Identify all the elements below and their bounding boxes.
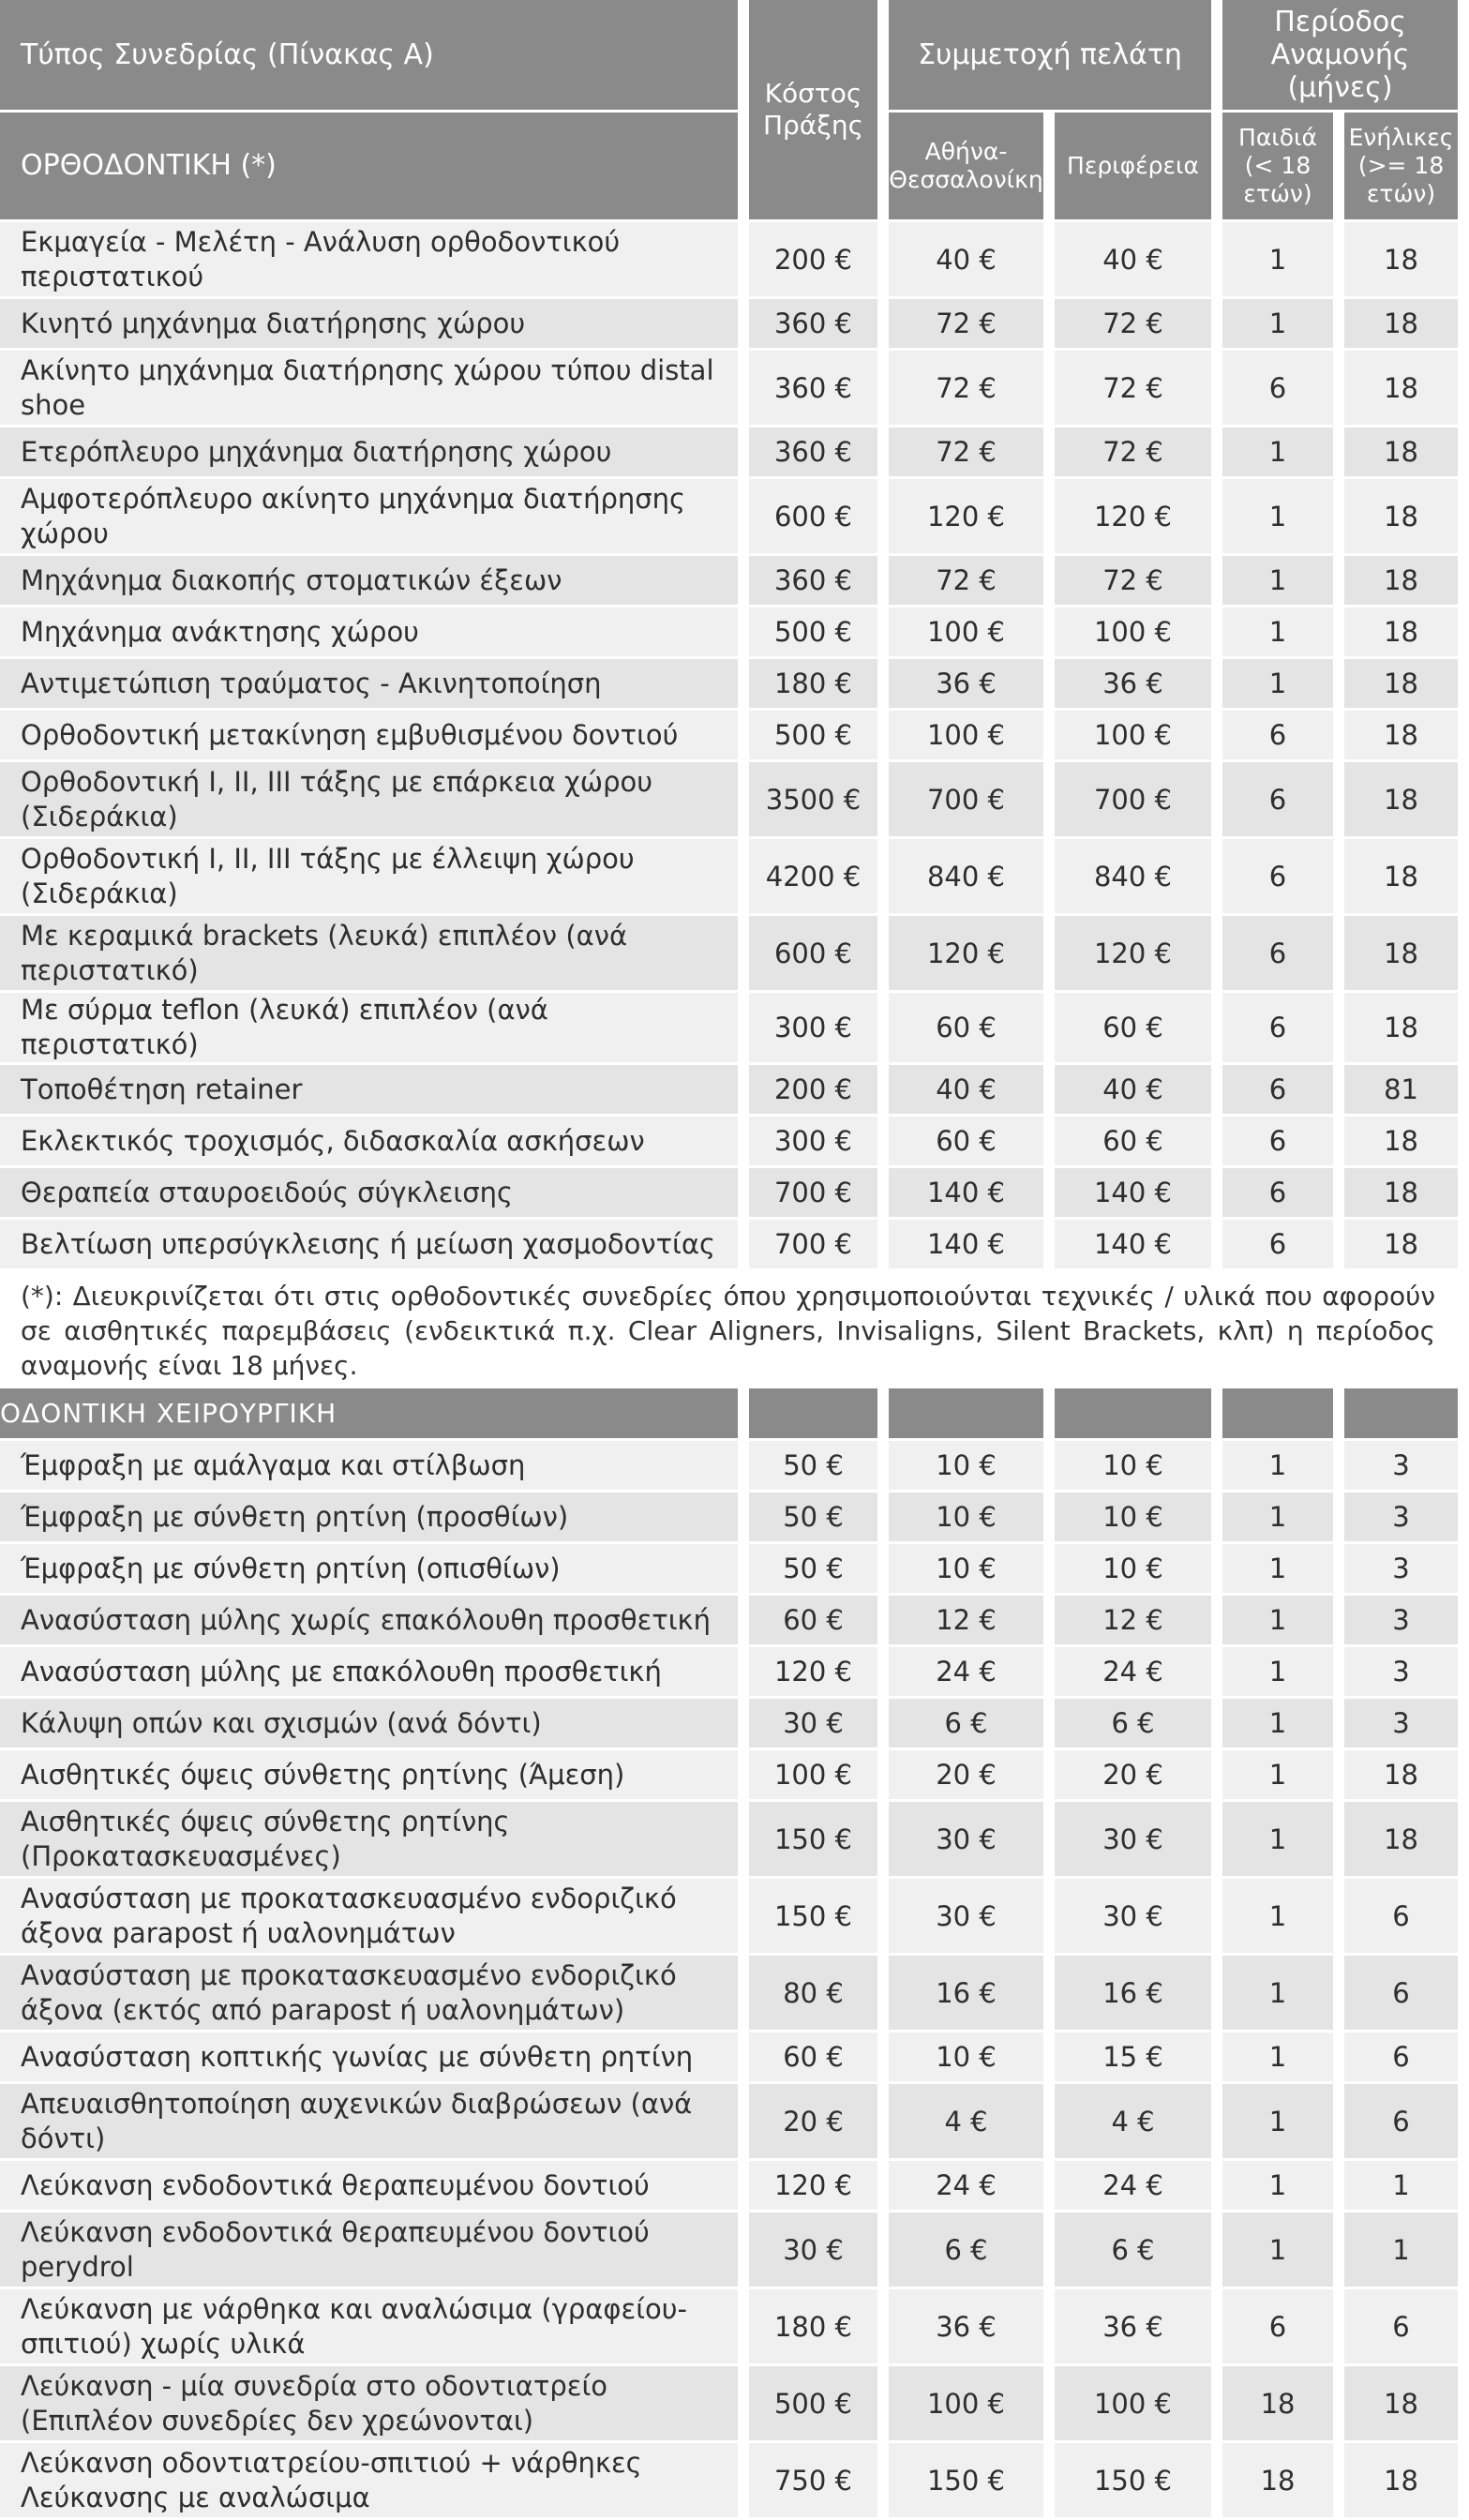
- adults-waiting-cell: 1: [1344, 2212, 1458, 2287]
- periphery-participation-cell: 40 €: [1055, 1065, 1211, 1114]
- cost-cell: 500 €: [749, 711, 877, 759]
- adults-waiting-cell: 18: [1344, 711, 1458, 759]
- service-name-cell: Εκλεκτικός τροχισμός, διδασκαλία ασκήσεων: [0, 1117, 738, 1165]
- service-name-cell: Λεύκανση με νάρθηκα και αναλώσιμα (γραφείου-σπιτιού) χωρίς υλικά: [0, 2289, 738, 2363]
- service-name-cell: Αντιμετώπιση τραύματος - Ακινητοποίηση: [0, 659, 738, 708]
- periphery-participation-cell: 100 €: [1055, 2366, 1211, 2440]
- adults-waiting-cell: 18: [1344, 222, 1458, 296]
- children-waiting-cell: 1: [1222, 2032, 1333, 2081]
- periphery-participation-cell: 36 €: [1055, 659, 1211, 708]
- periphery-participation-cell: 6 €: [1055, 2212, 1211, 2287]
- periphery-participation-cell: 60 €: [1055, 993, 1211, 1062]
- children-waiting-cell: 1: [1222, 1956, 1333, 2030]
- service-name-cell: Μηχάνημα ανάκτησης χώρου: [0, 608, 738, 656]
- children-waiting-cell: 1: [1222, 608, 1333, 656]
- table-row: [0, 1492, 1458, 1541]
- cost-cell: 4200 €: [749, 839, 877, 913]
- periphery-participation-cell: 30 €: [1055, 1879, 1211, 1953]
- table-row: [0, 2212, 1458, 2287]
- athens-participation-cell: 120 €: [889, 479, 1043, 553]
- athens-participation-cell: 100 €: [889, 2366, 1043, 2440]
- adults-waiting-cell: 18: [1344, 428, 1458, 476]
- children-waiting-cell: 1: [1222, 2212, 1333, 2287]
- periphery-participation-cell: 16 €: [1055, 1956, 1211, 2030]
- athens-participation-cell: 36 €: [889, 659, 1043, 708]
- table-row: [0, 839, 1458, 913]
- periphery-participation-cell: 20 €: [1055, 1750, 1211, 1799]
- athens-participation-cell: 72 €: [889, 556, 1043, 605]
- adults-waiting-cell: 6: [1344, 2084, 1458, 2158]
- table-row: [0, 1596, 1458, 1644]
- children-waiting-cell: 1: [1222, 1544, 1333, 1593]
- cost-cell: 150 €: [749, 1879, 877, 1953]
- periphery-participation-cell: 36 €: [1055, 2289, 1211, 2363]
- service-name-cell: Ορθοδοντική μετακίνηση εμβυθισμένου δοντιού: [0, 711, 738, 759]
- table-row: [0, 1956, 1458, 2030]
- adults-waiting-cell: 18: [1344, 299, 1458, 348]
- athens-header: Αθήνα-Θεσσαλονίκη: [889, 112, 1043, 219]
- adults-waiting-cell: 3: [1344, 1544, 1458, 1593]
- athens-participation-cell: 40 €: [889, 222, 1043, 296]
- children-waiting-cell: 1: [1222, 1879, 1333, 1953]
- children-waiting-cell: 6: [1222, 1065, 1333, 1114]
- waiting-period-header: Περίοδος Αναμονής (μήνες): [1222, 0, 1458, 110]
- adults-waiting-cell: 18: [1344, 479, 1458, 553]
- children-waiting-cell: 18: [1222, 2366, 1333, 2440]
- adults-waiting-cell: 18: [1344, 659, 1458, 708]
- periphery-participation-cell: 4 €: [1055, 2084, 1211, 2158]
- service-name-cell: Έμφραξη με αμάλγαμα και στίλβωση: [0, 1441, 738, 1490]
- cost-cell: 60 €: [749, 1596, 877, 1644]
- footnote-row: [0, 1271, 1458, 1386]
- athens-participation-cell: 24 €: [889, 1647, 1043, 1696]
- table-row: [0, 299, 1458, 348]
- cost-cell: 360 €: [749, 299, 877, 348]
- cost-cell: 500 €: [749, 2366, 877, 2440]
- header-blank-cell: [889, 1388, 1043, 1438]
- periphery-participation-cell: 6 €: [1055, 1699, 1211, 1748]
- cost-cell: 200 €: [749, 222, 877, 296]
- periphery-participation-cell: 150 €: [1055, 2443, 1211, 2517]
- service-name-cell: Λεύκανση ενδοδοντικά θεραπευμένου δοντιού perydrol: [0, 2212, 738, 2287]
- periphery-participation-cell: 24 €: [1055, 1647, 1211, 1696]
- participation-header: Συμμετοχή πελάτη: [889, 0, 1211, 110]
- cost-cell: 120 €: [749, 2161, 877, 2210]
- children-waiting-cell: 1: [1222, 1750, 1333, 1799]
- cost-cell: 300 €: [749, 1117, 877, 1165]
- service-name-cell: Βελτίωση υπερσύγκλεισης ή μείωση χασμοδοντίας: [0, 1220, 738, 1268]
- cost-cell: 360 €: [749, 351, 877, 425]
- adults-waiting-cell: 18: [1344, 1220, 1458, 1268]
- table-row: [0, 2366, 1458, 2440]
- adults-waiting-cell: 3: [1344, 1441, 1458, 1490]
- periphery-participation-cell: 72 €: [1055, 351, 1211, 425]
- table-row: [0, 1647, 1458, 1696]
- athens-participation-cell: 6 €: [889, 1699, 1043, 1748]
- adults-waiting-cell: 18: [1344, 993, 1458, 1062]
- service-name-cell: Αμφοτερόπλευρο ακίνητο μηχάνημα διατήρησης χώρου: [0, 479, 738, 553]
- table-row: [0, 916, 1458, 990]
- periphery-participation-cell: 100 €: [1055, 608, 1211, 656]
- table-row: [0, 1220, 1458, 1268]
- athens-participation-cell: 10 €: [889, 2032, 1043, 2081]
- children-waiting-cell: 6: [1222, 839, 1333, 913]
- adults-waiting-cell: 3: [1344, 1596, 1458, 1644]
- service-name-cell: Εκμαγεία - Μελέτη - Ανάλυση ορθοδοντικού περιστατικού: [0, 222, 738, 296]
- adults-waiting-cell: 18: [1344, 2366, 1458, 2440]
- service-name-cell: Με σύρμα teflon (λευκά) επιπλέον (ανά περιστατικό): [0, 993, 738, 1062]
- cost-cell: 300 €: [749, 993, 877, 1062]
- table-row: [0, 711, 1458, 759]
- children-waiting-cell: 1: [1222, 1441, 1333, 1490]
- periphery-participation-cell: 140 €: [1055, 1220, 1211, 1268]
- periphery-participation-cell: 140 €: [1055, 1168, 1211, 1217]
- children-waiting-cell: 1: [1222, 1699, 1333, 1748]
- periphery-participation-cell: 700 €: [1055, 762, 1211, 836]
- athens-participation-cell: 24 €: [889, 2161, 1043, 2210]
- service-name-cell: Κάλυψη οπών και σχισμών (ανά δόντι): [0, 1699, 738, 1748]
- header-blank-cell: [749, 1388, 877, 1438]
- children-waiting-cell: 6: [1222, 2289, 1333, 2363]
- adults-waiting-cell: 6: [1344, 2289, 1458, 2363]
- athens-participation-cell: 60 €: [889, 993, 1043, 1062]
- children-waiting-cell: 1: [1222, 1596, 1333, 1644]
- service-name-cell: Λεύκανση οδοντιατρείου-σπιτιού + νάρθηκες Λεύκανσης με αναλώσιμα: [0, 2443, 738, 2517]
- athens-participation-cell: 60 €: [889, 1117, 1043, 1165]
- cost-cell: 180 €: [749, 2289, 877, 2363]
- header-row-bottom: [0, 112, 1458, 219]
- table-row: [0, 1441, 1458, 1490]
- table-row: [0, 1879, 1458, 1953]
- table-row: [0, 993, 1458, 1062]
- adults-waiting-cell: 18: [1344, 1117, 1458, 1165]
- service-name-cell: Τοποθέτηση retainer: [0, 1065, 738, 1114]
- cost-cell: 180 €: [749, 659, 877, 708]
- service-name-cell: Ανασύσταση κοπτικής γωνίας με σύνθετη ρητίνη: [0, 2032, 738, 2081]
- cost-cell: 120 €: [749, 1647, 877, 1696]
- cost-cell: 100 €: [749, 1750, 877, 1799]
- table-row: [0, 1168, 1458, 1217]
- periphery-participation-cell: 72 €: [1055, 428, 1211, 476]
- cost-cell: 600 €: [749, 916, 877, 990]
- children-waiting-cell: 1: [1222, 479, 1333, 553]
- periphery-participation-cell: 120 €: [1055, 479, 1211, 553]
- adults-waiting-cell: 18: [1344, 351, 1458, 425]
- cost-cell: 80 €: [749, 1956, 877, 2030]
- children-waiting-cell: 1: [1222, 659, 1333, 708]
- periphery-participation-cell: 100 €: [1055, 711, 1211, 759]
- service-name-cell: Ανασύσταση μύλης με επακόλουθη προσθετική: [0, 1647, 738, 1696]
- children-waiting-cell: 6: [1222, 1220, 1333, 1268]
- adults-waiting-cell: 6: [1344, 1956, 1458, 2030]
- table-row: [0, 479, 1458, 553]
- table-row: [0, 222, 1458, 296]
- adults-waiting-cell: 81: [1344, 1065, 1458, 1114]
- surgery-section: [0, 1441, 1458, 2517]
- periphery-participation-cell: 10 €: [1055, 1544, 1211, 1593]
- table-row: [0, 659, 1458, 708]
- periphery-participation-cell: 12 €: [1055, 1596, 1211, 1644]
- header-blank-cell: [1055, 1388, 1211, 1438]
- periphery-participation-cell: 120 €: [1055, 916, 1211, 990]
- adults-waiting-cell: 18: [1344, 1168, 1458, 1217]
- service-name-cell: Απευαισθητοποίηση αυχενικών διαβρώσεων (ανά δόντι): [0, 2084, 738, 2158]
- athens-participation-cell: 30 €: [889, 1802, 1043, 1876]
- table-row: [0, 2443, 1458, 2517]
- adults-waiting-cell: 3: [1344, 1699, 1458, 1748]
- athens-participation-cell: 72 €: [889, 351, 1043, 425]
- table-row: [0, 428, 1458, 476]
- children-waiting-cell: 1: [1222, 556, 1333, 605]
- athens-participation-cell: 72 €: [889, 428, 1043, 476]
- section-orthodontic-title: ΟΡΘΟΔΟΝΤΙΚΗ (*): [0, 112, 738, 219]
- children-waiting-cell: 6: [1222, 351, 1333, 425]
- cost-cell: 700 €: [749, 1220, 877, 1268]
- children-waiting-cell: 6: [1222, 993, 1333, 1062]
- adults-waiting-cell: 18: [1344, 608, 1458, 656]
- section-surgery-header-row: [0, 1388, 1458, 1438]
- athens-participation-cell: 6 €: [889, 2212, 1043, 2287]
- athens-participation-cell: 72 €: [889, 299, 1043, 348]
- adults-waiting-cell: 18: [1344, 556, 1458, 605]
- athens-participation-cell: 4 €: [889, 2084, 1043, 2158]
- cost-cell: 360 €: [749, 428, 877, 476]
- service-name-cell: Αισθητικές όψεις σύνθετης ρητίνης (Άμεση): [0, 1750, 738, 1799]
- table-row: [0, 2289, 1458, 2363]
- footnote-text: (*): Διευκρινίζεται ότι στις ορθοδοντικές συνεδρίες όπου χρησιμοποιούνται τεχνικές / υλικά που αφορούν σε αισθητικές παρεμβάσεις (ενδεικτικά π.χ. Clear Aligners, Invisaligns, Silent Brackets, κλπ) η περίοδος αναμονής είναι 18 μήνες.: [0, 1271, 1458, 1386]
- cost-cell: 150 €: [749, 1802, 877, 1876]
- periphery-header: Περιφέρεια: [1055, 112, 1211, 219]
- adults-waiting-cell: 18: [1344, 1750, 1458, 1799]
- service-name-cell: Έμφραξη με σύνθετη ρητίνη (προσθίων): [0, 1492, 738, 1541]
- athens-participation-cell: 100 €: [889, 711, 1043, 759]
- children-waiting-cell: 1: [1222, 2161, 1333, 2210]
- children-waiting-cell: 1: [1222, 1802, 1333, 1876]
- table-row: [0, 1065, 1458, 1114]
- adults-waiting-cell: 18: [1344, 916, 1458, 990]
- children-waiting-cell: 18: [1222, 2443, 1333, 2517]
- service-name-cell: Ανασύσταση με προκατασκευασμένο ενδοριζικό άξονα (εκτός από parapost ή υαλονημάτων): [0, 1956, 738, 2030]
- athens-participation-cell: 30 €: [889, 1879, 1043, 1953]
- cost-cell: 700 €: [749, 1168, 877, 1217]
- children-waiting-cell: 6: [1222, 1168, 1333, 1217]
- cost-cell: 20 €: [749, 2084, 877, 2158]
- header-row-top: [0, 0, 1458, 110]
- periphery-participation-cell: 10 €: [1055, 1441, 1211, 1490]
- service-name-cell: Μηχάνημα διακοπής στοματικών έξεων: [0, 556, 738, 605]
- adults-waiting-cell: 18: [1344, 762, 1458, 836]
- children-waiting-cell: 6: [1222, 762, 1333, 836]
- service-name-cell: Αισθητικές όψεις σύνθετης ρητίνης (Προκατασκευασμένες): [0, 1802, 738, 1876]
- service-name-cell: Ανασύσταση μύλης χωρίς επακόλουθη προσθετική: [0, 1596, 738, 1644]
- table-row: [0, 608, 1458, 656]
- children-waiting-cell: 6: [1222, 711, 1333, 759]
- periphery-participation-cell: 40 €: [1055, 222, 1211, 296]
- athens-participation-cell: 36 €: [889, 2289, 1043, 2363]
- children-waiting-cell: 6: [1222, 1117, 1333, 1165]
- periphery-participation-cell: 30 €: [1055, 1802, 1211, 1876]
- service-name-cell: Έμφραξη με σύνθετη ρητίνη (οπισθίων): [0, 1544, 738, 1593]
- athens-participation-cell: 120 €: [889, 916, 1043, 990]
- adults-waiting-cell: 3: [1344, 1492, 1458, 1541]
- header-blank-cell: [1344, 1388, 1458, 1438]
- cost-cell: 50 €: [749, 1492, 877, 1541]
- cost-cell: 30 €: [749, 2212, 877, 2287]
- adults-waiting-cell: 18: [1344, 1802, 1458, 1876]
- periphery-participation-cell: 10 €: [1055, 1492, 1211, 1541]
- service-name-cell: Θεραπεία σταυροειδούς σύγκλεισης: [0, 1168, 738, 1217]
- athens-participation-cell: 40 €: [889, 1065, 1043, 1114]
- service-name-cell: Ακίνητο μηχάνημα διατήρησης χώρου τύπου distal shoe: [0, 351, 738, 425]
- children-waiting-cell: 1: [1222, 428, 1333, 476]
- athens-participation-cell: 700 €: [889, 762, 1043, 836]
- adults-header: Ενήλικες (>= 18 ετών): [1344, 112, 1458, 219]
- periphery-participation-cell: 60 €: [1055, 1117, 1211, 1165]
- service-name-cell: Ορθοδοντική I, II, III τάξης με έλλειψη χώρου (Σιδεράκια): [0, 839, 738, 913]
- service-name-cell: Κινητό μηχάνημα διατήρησης χώρου: [0, 299, 738, 348]
- cost-cell: 60 €: [749, 2032, 877, 2081]
- cost-cell: 50 €: [749, 1441, 877, 1490]
- athens-participation-cell: 12 €: [889, 1596, 1043, 1644]
- service-name-cell: Ορθοδοντική I, II, III τάξης με επάρκεια χώρου (Σιδεράκια): [0, 762, 738, 836]
- table-row: [0, 2161, 1458, 2210]
- athens-participation-cell: 10 €: [889, 1544, 1043, 1593]
- adults-waiting-cell: 18: [1344, 839, 1458, 913]
- cost-cell: 200 €: [749, 1065, 877, 1114]
- header-blank-cell: [1222, 1388, 1333, 1438]
- table-row: [0, 762, 1458, 836]
- athens-participation-cell: 100 €: [889, 608, 1043, 656]
- service-name-cell: Ανασύσταση με προκατασκευασμένο ενδοριζικό άξονα parapost ή υαλονημάτων: [0, 1879, 738, 1953]
- adults-waiting-cell: 6: [1344, 2032, 1458, 2081]
- cost-cell: 3500 €: [749, 762, 877, 836]
- adults-waiting-cell: 18: [1344, 2443, 1458, 2517]
- service-name-cell: Ετερόπλευρο μηχάνημα διατήρησης χώρου: [0, 428, 738, 476]
- cost-cell: 360 €: [749, 556, 877, 605]
- athens-participation-cell: 10 €: [889, 1492, 1043, 1541]
- service-name-cell: Λεύκανση ενδοδοντικά θεραπευμένου δοντιού: [0, 2161, 738, 2210]
- periphery-participation-cell: 24 €: [1055, 2161, 1211, 2210]
- service-name-cell: Με κεραμικά brackets (λευκά) επιπλέον (ανά περιστατικό): [0, 916, 738, 990]
- children-header: Παιδιά (< 18 ετών): [1222, 112, 1333, 219]
- children-waiting-cell: 1: [1222, 222, 1333, 296]
- athens-participation-cell: 10 €: [889, 1441, 1043, 1490]
- periphery-participation-cell: 72 €: [1055, 556, 1211, 605]
- children-waiting-cell: 1: [1222, 299, 1333, 348]
- service-name-cell: Λεύκανση - μία συνεδρία στο οδοντιατρείο (Επιπλέον συνεδρίες δεν χρεώνονται): [0, 2366, 738, 2440]
- table-row: [0, 1544, 1458, 1593]
- athens-participation-cell: 140 €: [889, 1168, 1043, 1217]
- children-waiting-cell: 1: [1222, 1492, 1333, 1541]
- children-waiting-cell: 6: [1222, 916, 1333, 990]
- table-row: [0, 2084, 1458, 2158]
- table-row: [0, 2032, 1458, 2081]
- cost-header: Κόστος Πράξης: [749, 0, 877, 219]
- section-surgery-title: ΟΔΟΝΤΙΚΗ ΧΕΙΡΟΥΡΓΙΚΗ: [0, 1388, 738, 1438]
- cost-cell: 750 €: [749, 2443, 877, 2517]
- cost-cell: 30 €: [749, 1699, 877, 1748]
- table-row: [0, 1750, 1458, 1799]
- periphery-participation-cell: 840 €: [1055, 839, 1211, 913]
- table-row: [0, 1699, 1458, 1748]
- periphery-participation-cell: 15 €: [1055, 2032, 1211, 2081]
- athens-participation-cell: 20 €: [889, 1750, 1043, 1799]
- athens-participation-cell: 840 €: [889, 839, 1043, 913]
- adults-waiting-cell: 6: [1344, 1879, 1458, 1953]
- type-title-header: Τύπος Συνεδρίας (Πίνακας Α): [0, 0, 738, 110]
- athens-participation-cell: 16 €: [889, 1956, 1043, 2030]
- cost-cell: 500 €: [749, 608, 877, 656]
- adults-waiting-cell: 3: [1344, 1647, 1458, 1696]
- cost-cell: 50 €: [749, 1544, 877, 1593]
- athens-participation-cell: 140 €: [889, 1220, 1043, 1268]
- cost-cell: 600 €: [749, 479, 877, 553]
- table-row: [0, 556, 1458, 605]
- periphery-participation-cell: 72 €: [1055, 299, 1211, 348]
- adults-waiting-cell: 1: [1344, 2161, 1458, 2210]
- athens-participation-cell: 150 €: [889, 2443, 1043, 2517]
- table-row: [0, 1117, 1458, 1165]
- children-waiting-cell: 1: [1222, 1647, 1333, 1696]
- orthodontic-section: [0, 222, 1458, 1268]
- children-waiting-cell: 1: [1222, 2084, 1333, 2158]
- table-row: [0, 1802, 1458, 1876]
- table-row: [0, 351, 1458, 425]
